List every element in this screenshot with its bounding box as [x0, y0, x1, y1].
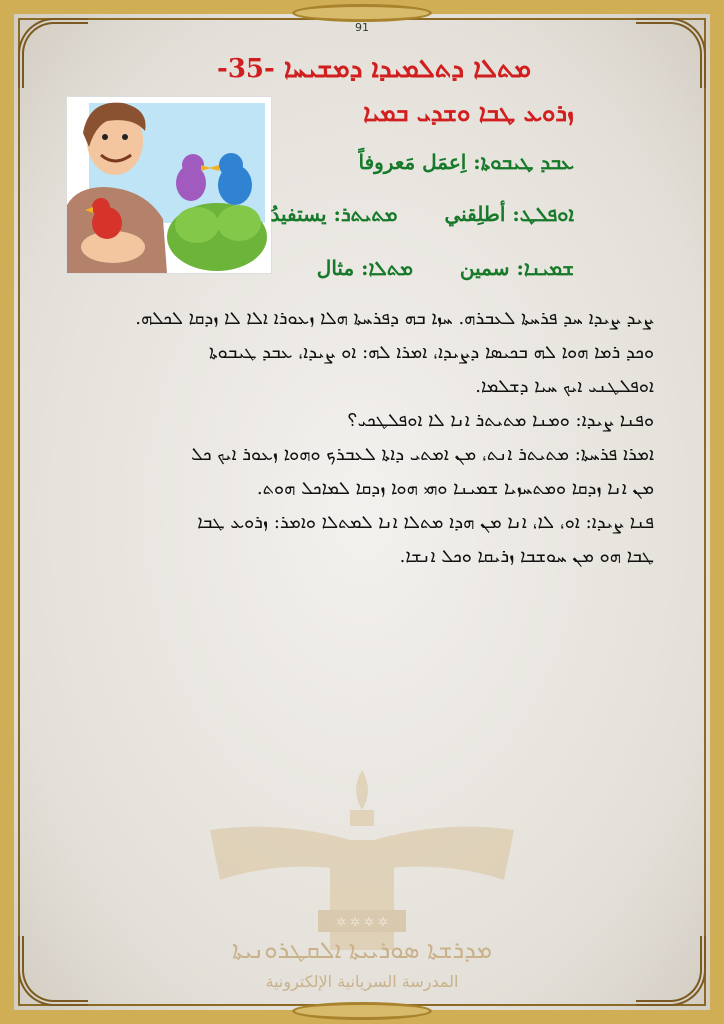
story-line: ܘܟܕ ܪܡܐ ܗܘܐ ܠܗ ܒܟܝܣܐ ܕܨܝܕܐ، ܐܡܪܐ ܠܗ: ܐܘ ܨܝܕܐ، ܥܒܕ ܛܝܒܘܬܐ: [209, 342, 654, 363]
watermark-syriac-text: ܡܕܪܫܬܐ ܣܘܪܝܝܬܐ ܐܠܩܛܪܘܢܝܬܐ: [232, 936, 492, 964]
story-line: ܐܡܪܐ ܦܪܚܬܐ: ܡܬܝܬܪ ܐܢܬ، ܡܢ ܐܡܬܝ ܕܐܬܐ ܠܥܒܪܟ ܘܗܘܐ ܙܥܘܪ ܐܝܟ ܟܠ: [191, 444, 654, 465]
vocabulary-row-3: [214, 256, 574, 280]
proverb: ܙܪܘܥ ܛܒܐ ܘܫܕܝ ܒܡܝܐ: [363, 98, 574, 127]
lesson-title: [150, 54, 590, 85]
vocabulary-row-1: [214, 150, 574, 174]
story-line: ܡܢ ܐܢܐ ܙܕܩܐ ܘܡܬܚܙܝܐ ܫܡܝܢܐ ܘܗܝ ܗܘܐ ܙܕܩܐ ܠܡܐܟܠ ܗܘܬ.: [256, 478, 654, 499]
top-scroll-ornament-icon: [292, 4, 432, 22]
story-line: ܦܢܐ ܨܝܕܐ: ܐܘ، ܠܐ، ܐܢܐ ܡܢ ܗܕܐ ܡܬܠܐ ܐܢܐ ܠܡܬܠܐ ܘܐܡܪ: ܙܪܘܥ ܛܒܐ: [197, 512, 654, 533]
illustration-man-with-birds: [66, 96, 272, 274]
vocabulary-row-2: [214, 202, 574, 226]
vocabulary-term: ܐܘܦܠܛ: أطلِقني: [444, 202, 574, 226]
story-line: ܘܦܢܐ ܨܝܕܐ: ܘܡܢܐ ܡܬܝܬܪ ܐܢܐ ܠܐ ܐܘܦܠܛܟܝ؟: [347, 410, 654, 431]
story-text: [60, 302, 654, 574]
story-line: ܐܘܦܠܛܢܝ ܐܝܟ ܚܝܐ ܕܫܠܡܐ.: [475, 376, 654, 397]
corner-ornament-icon: [636, 936, 706, 1006]
vocabulary-term: ܥܒܕ ܛܝܒܘܬܐ: اِعمَل مَعروفاً: [358, 150, 574, 174]
vocabulary-term: ܡܬܝܬܪ: يستفيدُ: [270, 202, 398, 226]
svg-text:✲ ✲ ✲ ✲: ✲ ✲ ✲ ✲: [336, 915, 388, 929]
vocabulary-term: ܫܡܝܢܐ: سمين: [459, 256, 574, 280]
page-number: 91: [355, 21, 369, 34]
watermark-arabic-text: المدرسة السريانية الإلكترونية: [265, 972, 459, 991]
lesson-number: -35-: [217, 54, 275, 84]
lesson-title-text: ܡܬܠܐ ܕܬܠܡܝܕܐ ܕܡܫܝܚܐ: [283, 54, 531, 84]
story-line: ܛܒܐ ܗܘ ܡܢ ܚܘܫܒܐ ܙܪܝܩܐ ܘܟܠ ܐܢܫܐ.: [399, 546, 654, 567]
vocabulary-term: ܡܬܠܐ: مثال: [316, 256, 413, 280]
illustration-icon: [67, 97, 271, 273]
corner-ornament-icon: [18, 936, 88, 1006]
story-line: ܨܝܕ ܨܝܕܐ ܚܕ ܦܪܚܬܐ ܠܥܒܪܗ. ܚܙܐ ܒܗ ܕܦܪܚܬܐ ܗܠܐ ܙܥܘܪܐ ܐܠܐ ܠܐ ܙܕܩܐ ܠܟܠܗ.: [135, 308, 654, 329]
bottom-scroll-ornament-icon: [292, 1002, 432, 1020]
